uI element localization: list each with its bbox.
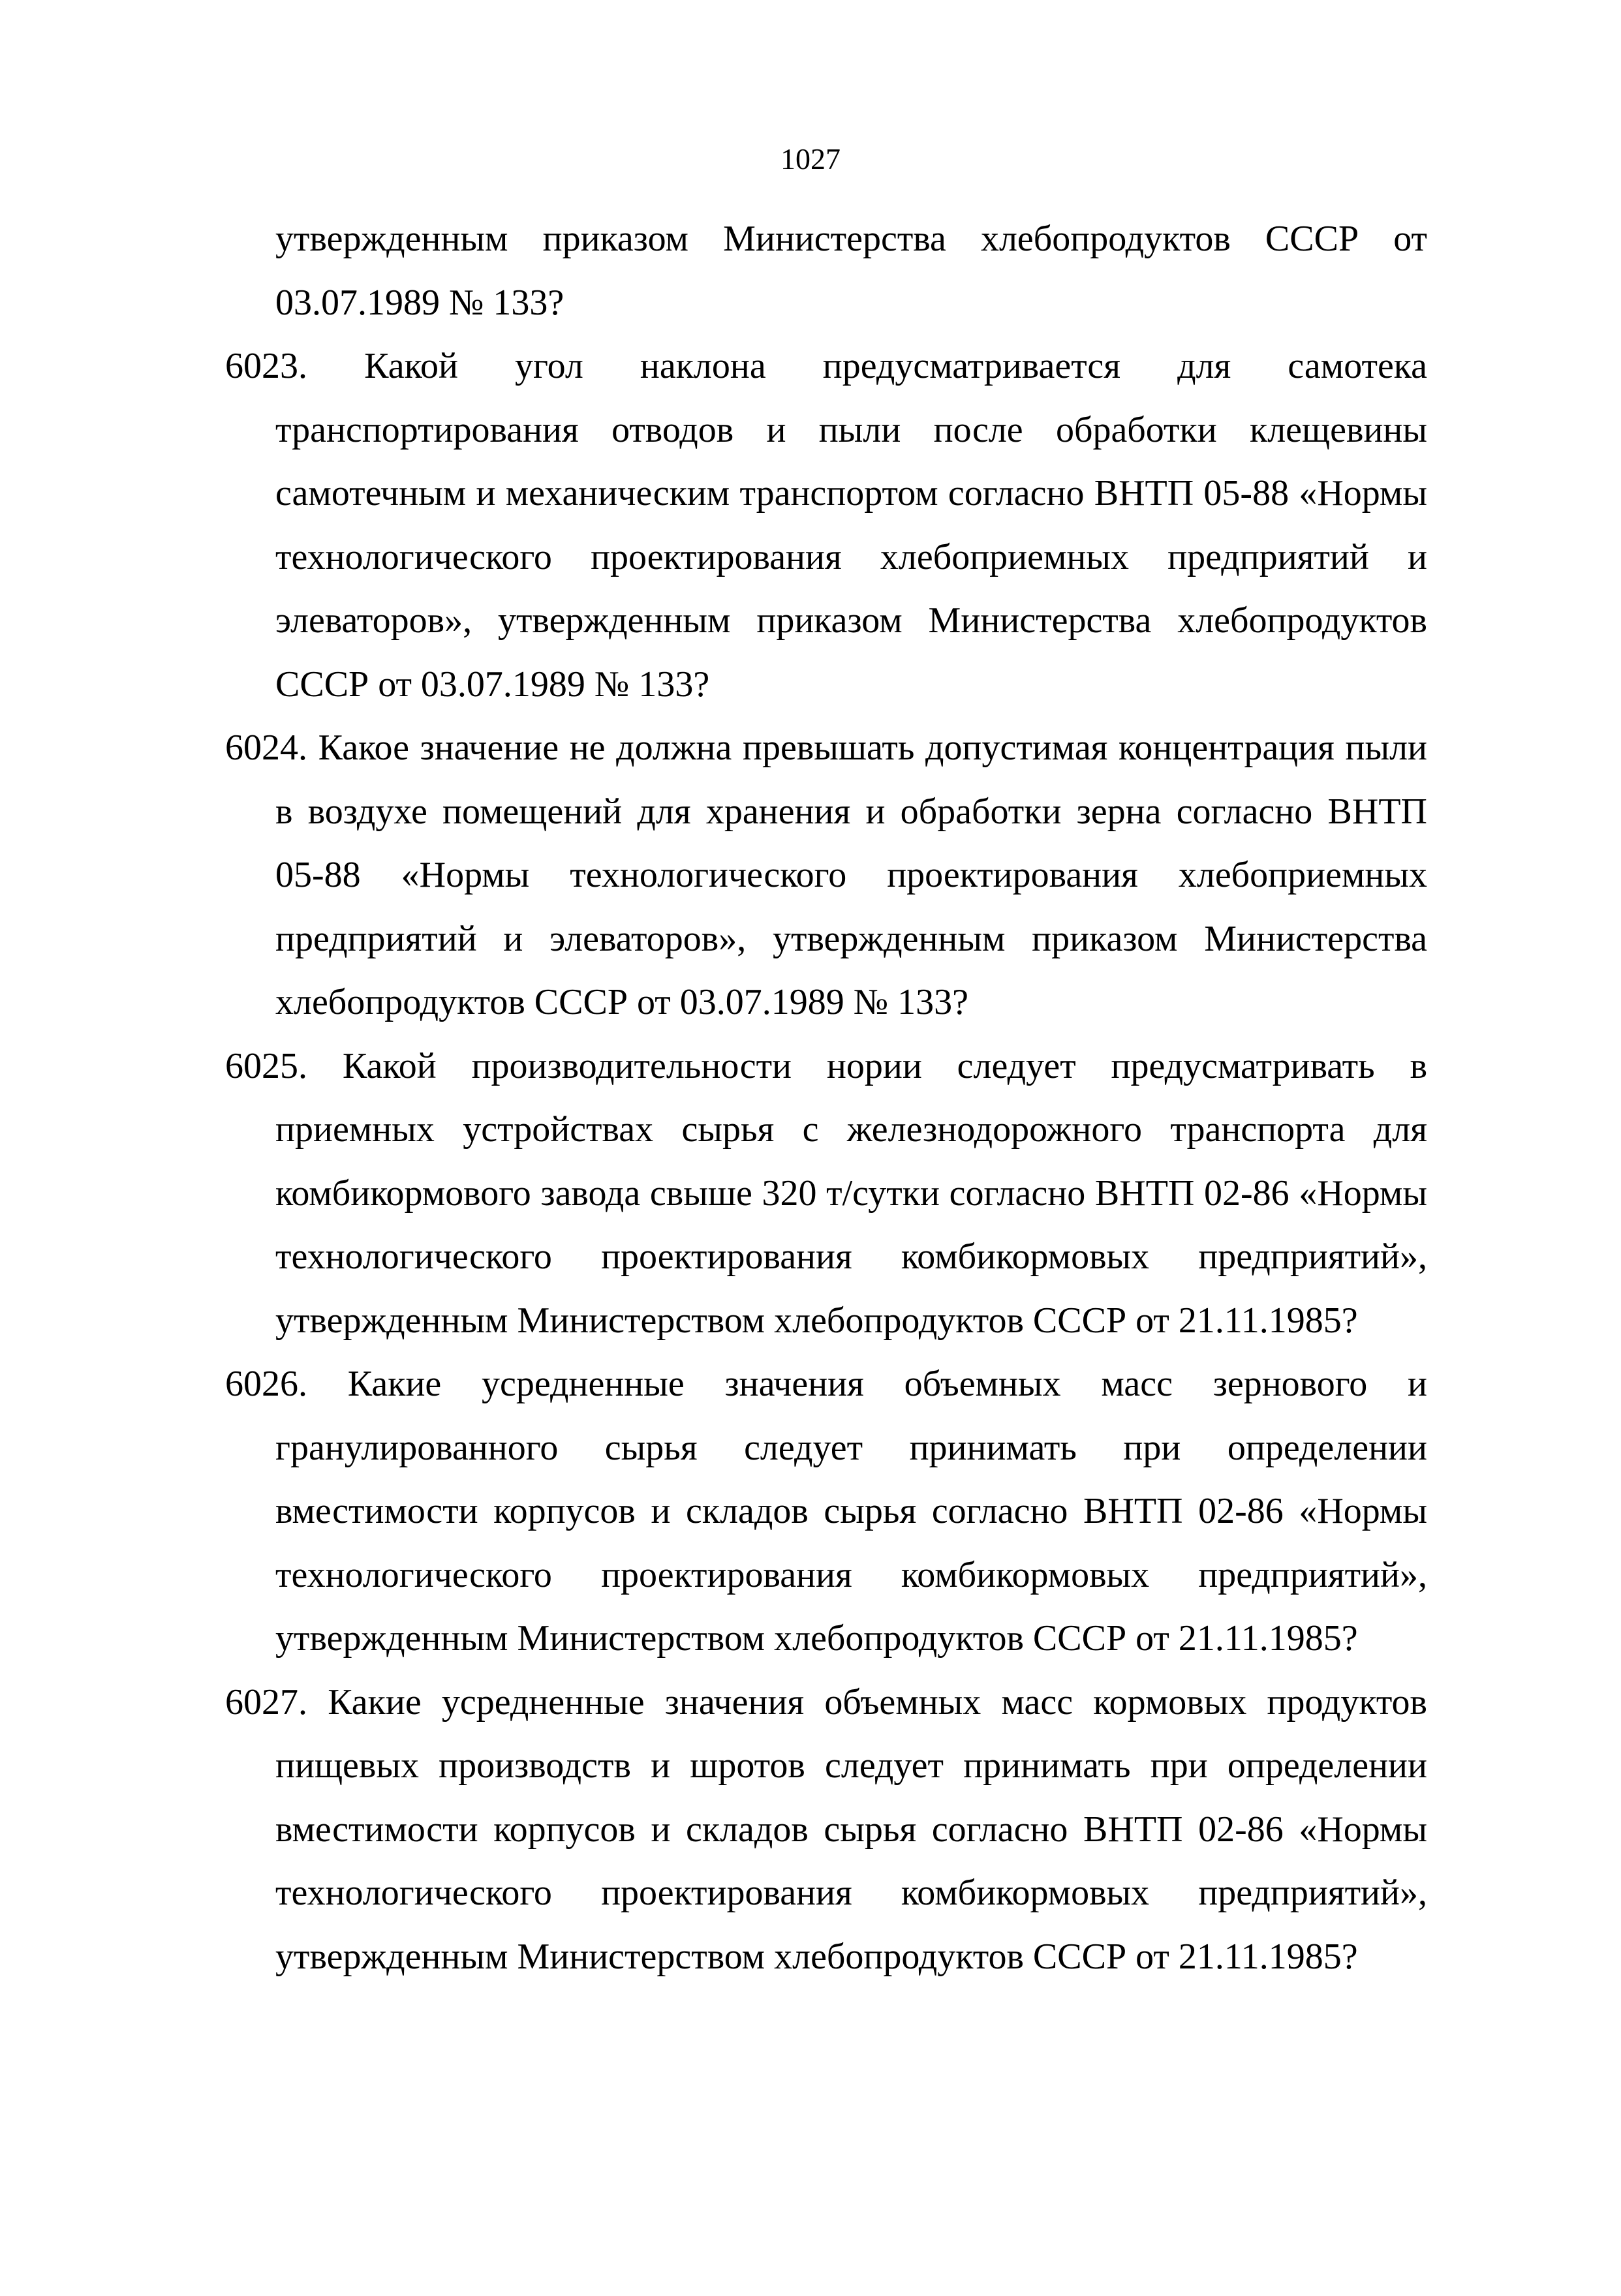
question-number: 6027. — [225, 1681, 307, 1722]
question-number: 6025. — [225, 1045, 307, 1086]
question-6024 — [225, 716, 1427, 1035]
question-number: 6023. — [225, 346, 307, 386]
question-number: 6024. — [225, 727, 307, 768]
question-text: Какие усредненные значения объемных масс зернового и гранулированного сырья следует принимать при определении вместимости корпусов и складов сырья согласно ВНТП 02-86 «Нормы технологического проектирования комбикормовых предприятий», утвержденным Министерством хлебопродуктов СССР от 21.11.1985? — [275, 1364, 1428, 1659]
question-number: 6026. — [225, 1364, 307, 1404]
question-6025 — [225, 1035, 1427, 1353]
question-text: Какой угол наклона предусматривается для самотека транспортирования отводов и пыли после обработки клещевины самотечным и механическим транспортом согласно ВНТП 05-88 «Нормы технологического проектирования хлебоприемных предприятий и элеваторов», утвержденным приказом Министерства хлебопродуктов СССР от 03.07.1989 № 133? — [275, 346, 1428, 705]
page-content — [225, 207, 1427, 1989]
question-text: Какие усредненные значения объемных масс кормовых продуктов пищевых производств и шротов следует принимать при определении вместимости корпусов и складов сырья согласно ВНТП 02-86 «Нормы технологического проектирования комбикормовых предприятий», утвержденным Министерством хлебопродуктов СССР от 21.11.1985? — [275, 1681, 1427, 1977]
question-text: Какое значение не должна превышать допустимая концентрация пыли в воздухе помещений для хранения и обработки зерна согласно ВНТП 05-88 «Нормы технологического проектирования хлебоприемных предприятий и элеваторов», утвержденным приказом Министерства хлебопродуктов СССР от 03.07.1989 № 133? — [275, 727, 1427, 1022]
question-6023 — [225, 335, 1427, 716]
page-number: 1027 — [780, 142, 841, 176]
question-6026 — [225, 1353, 1427, 1671]
question-6027 — [225, 1671, 1427, 1989]
continuation-paragraph: утвержденным приказом Министерства хлебопродуктов СССР от 03.07.1989 № 133? — [275, 219, 1427, 323]
question-text: Какой производительности нории следует предусматривать в приемных устройствах сырья с железнодорожного транспорта для комбикормового завода свыше 320 т/сутки согласно ВНТП 02-86 «Нормы технологического проектирования комбикормовых предприятий», утвержденным Министерством хлебопродуктов СССР от 21.11.1985? — [275, 1045, 1428, 1341]
